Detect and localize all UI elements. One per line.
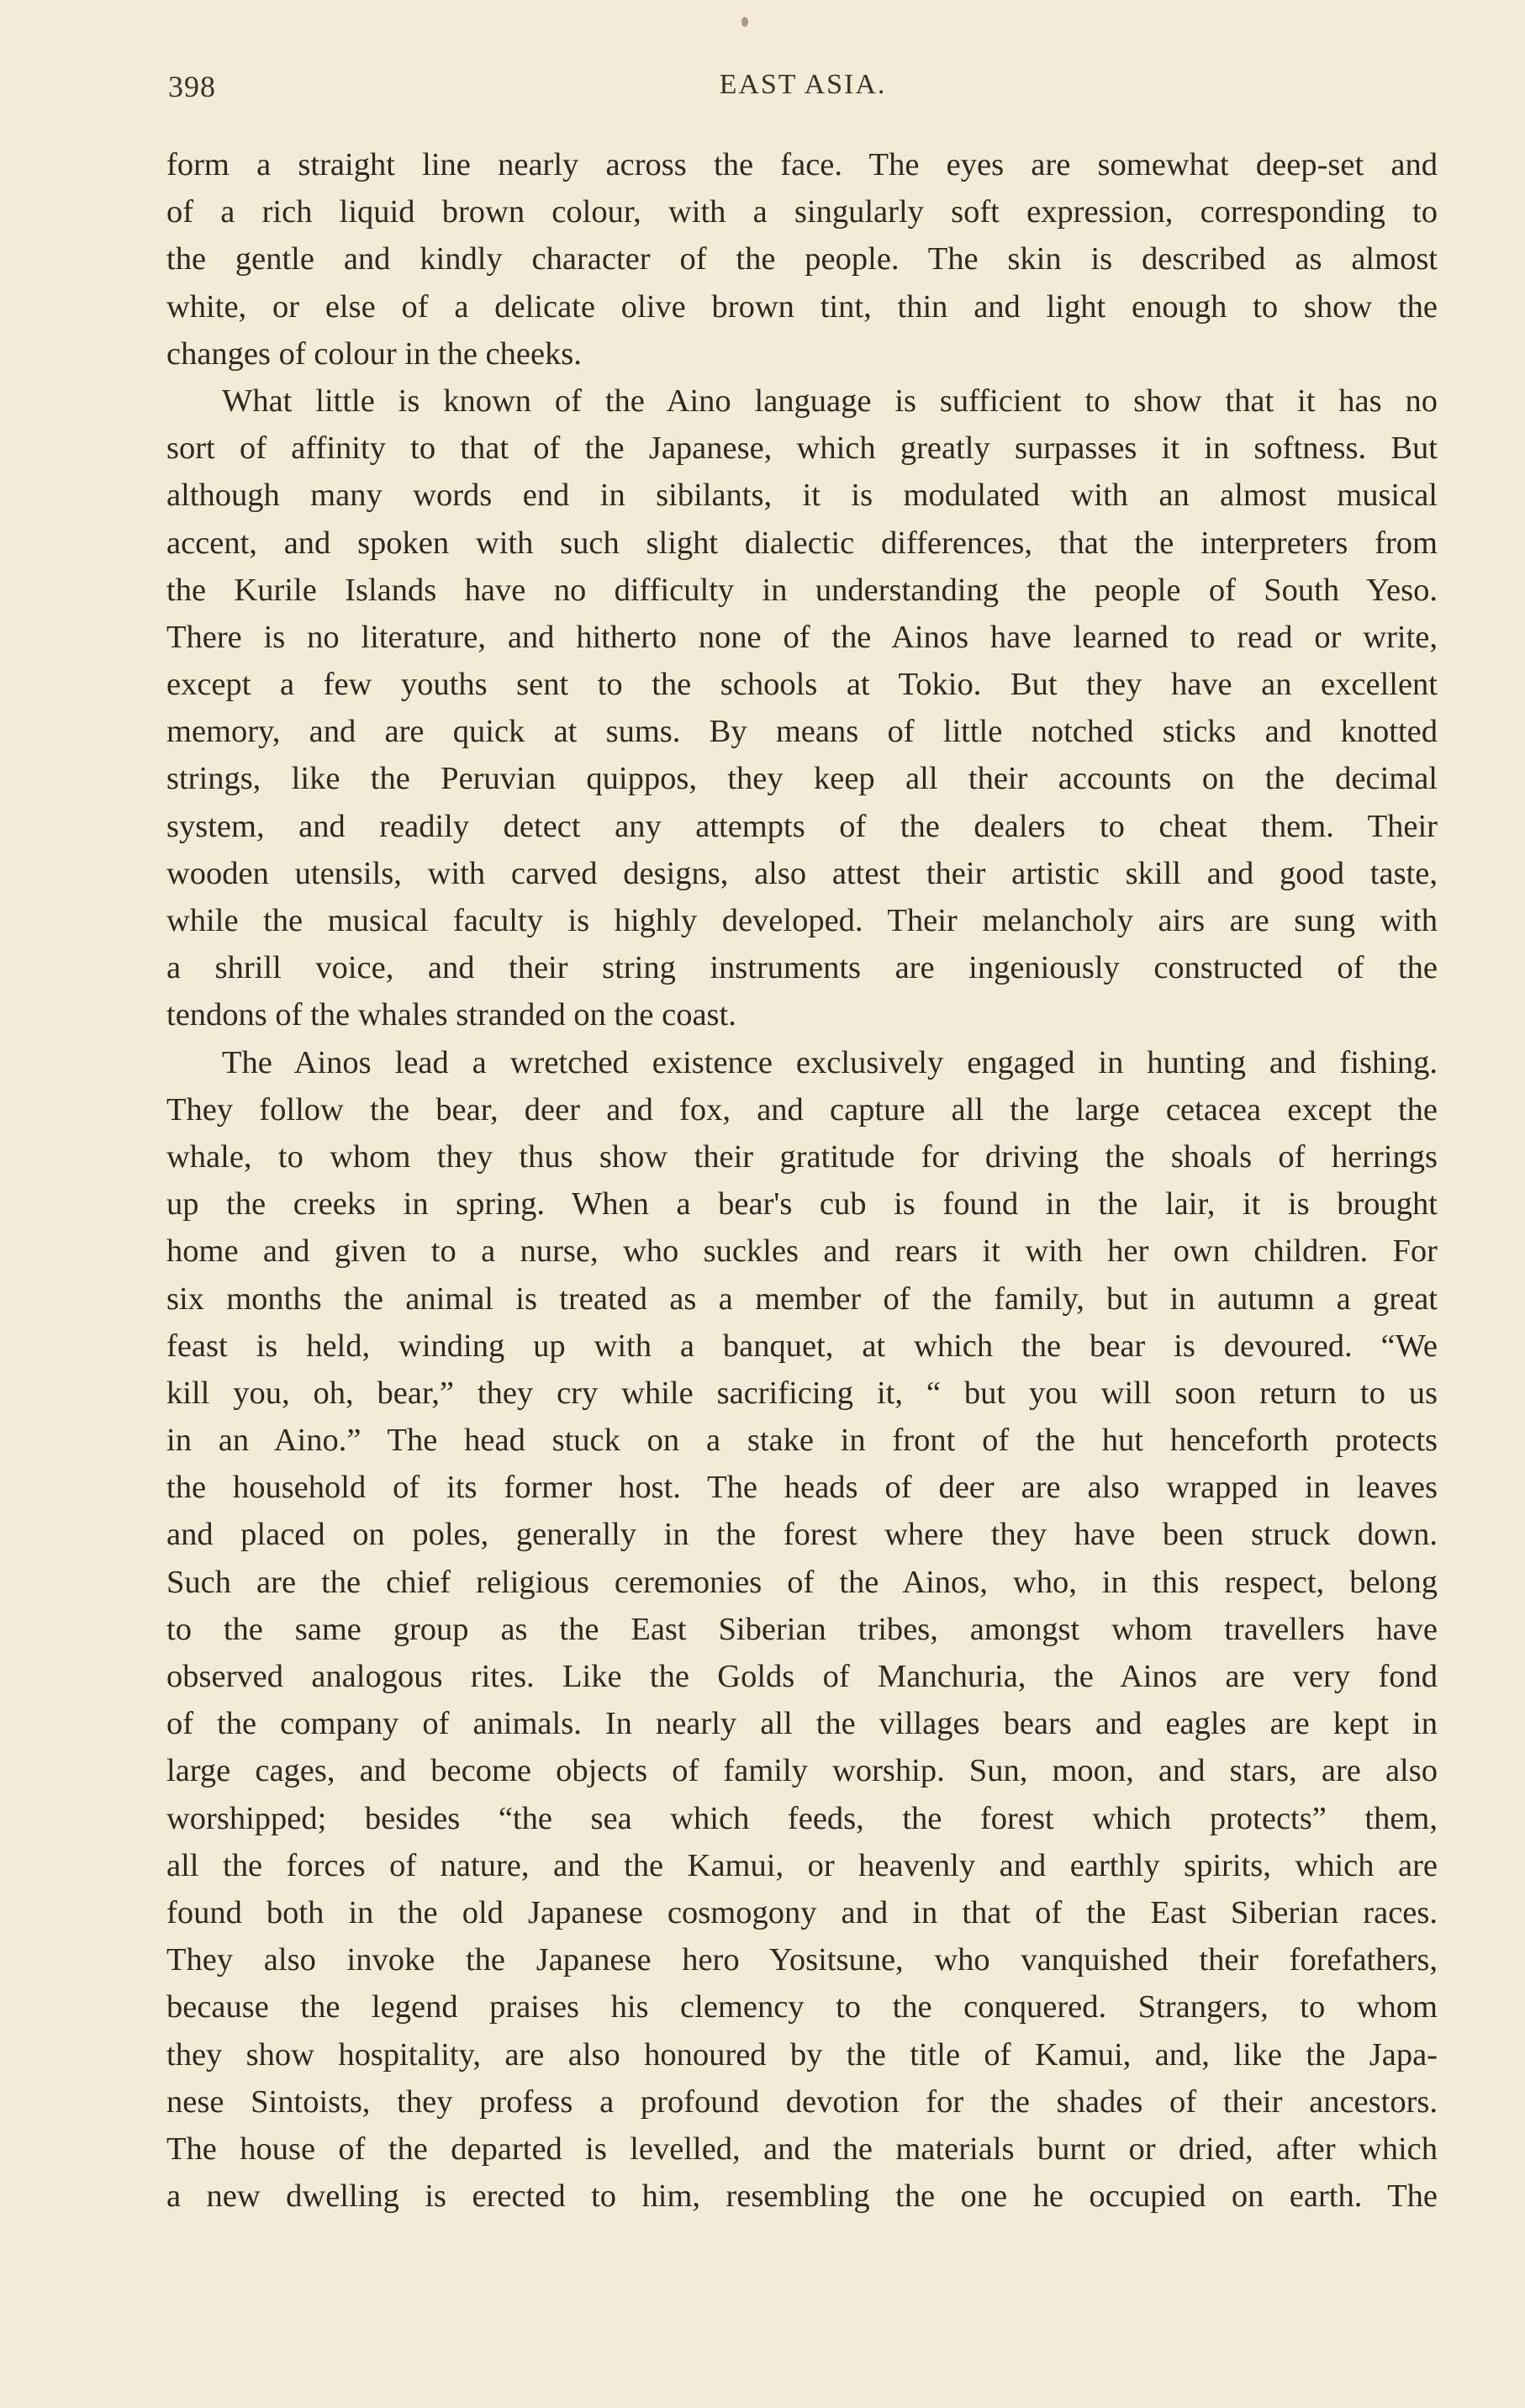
- text-line: whale, to whom they thus show their gratitude for driving the shoals of herrings: [166, 1138, 1438, 1175]
- paragraph: [166, 1039, 1438, 2221]
- text-line: and placed on poles, generally in the forest where they have been struck down.: [166, 1517, 1438, 1553]
- paragraph: [166, 378, 1438, 1039]
- text-line: There is no literature, and hitherto none of the Ainos have learned to read or write,: [166, 619, 1438, 655]
- text-line: form a straight line nearly across the face. The eyes are somewhat deep-set and: [166, 147, 1438, 182]
- page-header: [168, 69, 1438, 119]
- paragraph: [166, 141, 1438, 378]
- text-line: because the legend praises his clemency to the conquered. Strangers, to whom: [166, 1989, 1438, 2025]
- text-line: except a few youths sent to the schools at Tokio. But they have an excellent: [166, 667, 1438, 703]
- text-line: six months the animal is treated as a member of the family, but in autumn a great: [166, 1281, 1438, 1317]
- text-line: home and given to a nurse, who suckles and rears it with her own children. For: [166, 1233, 1438, 1270]
- text-line: large cages, and become objects of family worship. Sun, moon, and stars, are also: [166, 1753, 1438, 1789]
- text-line: a new dwelling is erected to him, resembling the one he occupied on earth. The: [166, 2178, 1438, 2215]
- text-line: kill you, oh, bear,” they cry while sacrificing it, “ but you will soon return to us: [166, 1375, 1438, 1411]
- text-line: worshipped; besides “the sea which feeds, the forest which protects” them,: [166, 1800, 1438, 1836]
- text-line: They also invoke the Japanese hero Yositsune, who vanquished their forefathers,: [166, 1942, 1438, 1978]
- text-line: although many words end in sibilants, it is modulated with an almost musical: [166, 478, 1438, 514]
- text-line: in an Aino.” The head stuck on a stake in front of the hut henceforth protects: [166, 1423, 1438, 1459]
- text-line: the household of its former host. The heads of deer are also wrapped in leaves: [166, 1470, 1438, 1506]
- text-line: memory, and are quick at sums. By means of little notched sticks and knotted: [166, 714, 1438, 750]
- running-head: EAST ASIA.: [719, 69, 887, 100]
- text-line: while the musical faculty is highly developed. Their melancholy airs are sung with: [166, 903, 1438, 938]
- ink-speck: [741, 17, 748, 27]
- text-line: feast is held, winding up with a banquet, at which the bear is devoured. “We: [166, 1328, 1438, 1364]
- text-line: The house of the departed is levelled, and the materials burnt or dried, after which: [166, 2131, 1438, 2167]
- text-line: all the forces of nature, and the Kamui, or heavenly and earthly spirits, which are: [166, 1847, 1438, 1883]
- text-line: of the company of animals. In nearly all the villages bears and eagles are kept in: [166, 1706, 1438, 1742]
- text-line: They follow the bear, deer and fox, and capture all the large cetacea except the: [166, 1091, 1438, 1127]
- text-line: sort of affinity to that of the Japanese, which greatly surpasses it in softness. But: [166, 430, 1438, 467]
- text-line: the Kurile Islands have no difficulty in understanding the people of South Yeso.: [166, 572, 1438, 608]
- text-line: tendons of the whales stranded on the coast.: [166, 997, 736, 1033]
- text-line: of a rich liquid brown colour, with a singularly soft expression, corresponding to: [166, 194, 1438, 230]
- text-line: Such are the chief religious ceremonies of the Ainos, who, in this respect, belong: [166, 1564, 1438, 1600]
- text-line: found both in the old Japanese cosmogony and in that of the East Siberian races.: [166, 1894, 1438, 1930]
- text-line: What little is known of the Aino language is sufficient to show that it has no: [222, 383, 1438, 419]
- text-line: a shrill voice, and their string instruments are ingeniously constructed of the: [166, 950, 1438, 986]
- body-text: [166, 141, 1438, 2220]
- text-line: accent, and spoken with such slight dialectic differences, that the interpreters from: [166, 525, 1438, 561]
- text-line: The Ainos lead a wretched existence exclusively engaged in hunting and fishing.: [222, 1044, 1438, 1080]
- text-line: wooden utensils, with carved designs, also attest their artistic skill and good taste,: [166, 855, 1438, 891]
- text-line: system, and readily detect any attempts of the dealers to cheat them. Their: [166, 808, 1438, 844]
- text-line: changes of colour in the cheeks.: [166, 335, 582, 372]
- page-number: 398: [168, 70, 216, 103]
- text-line: strings, like the Peruvian quippos, they keep all their accounts on the decimal: [166, 761, 1438, 797]
- text-line: nese Sintoists, they profess a profound devotion for the shades of their ancestors.: [166, 2083, 1438, 2120]
- text-line: to the same group as the East Siberian tribes, amongst whom travellers have: [166, 1611, 1438, 1647]
- text-line: observed analogous rites. Like the Golds of Manchuria, the Ainos are very fond: [166, 1659, 1438, 1694]
- text-line: white, or else of a delicate olive brown tint, thin and light enough to show the: [166, 288, 1438, 325]
- text-line: they show hospitality, are also honoured by the title of Kamui, and, like the Japa-: [166, 2036, 1438, 2073]
- text-line: the gentle and kindly character of the people. The skin is described as almost: [166, 241, 1438, 277]
- text-line: up the creeks in spring. When a bear's cub is found in the lair, it is brought: [166, 1186, 1438, 1222]
